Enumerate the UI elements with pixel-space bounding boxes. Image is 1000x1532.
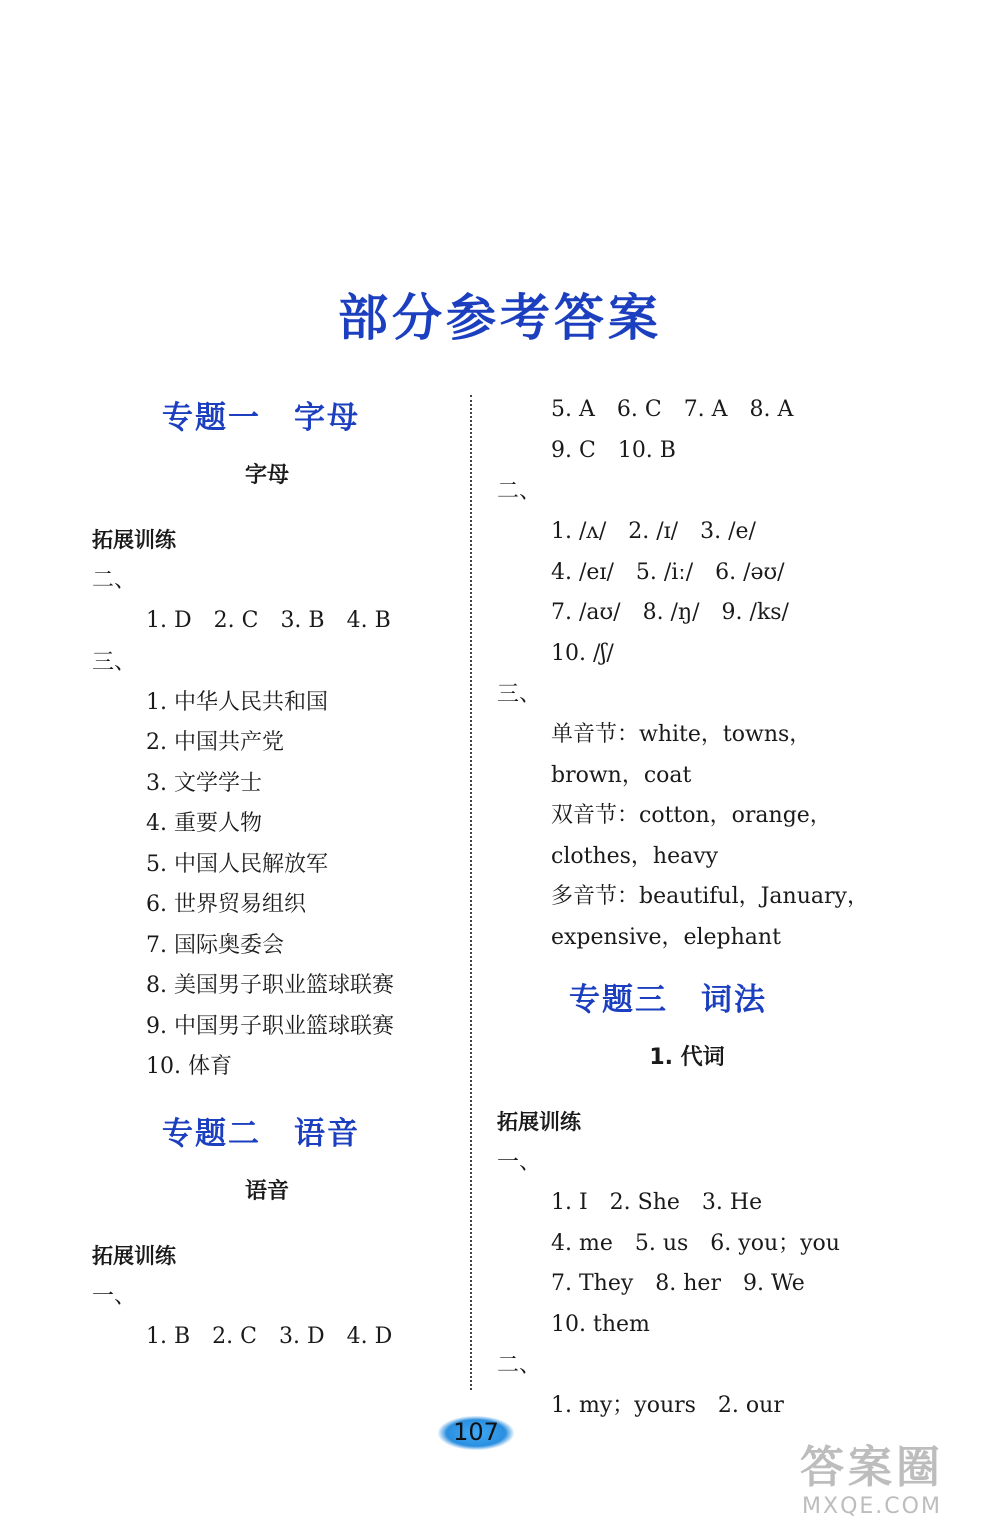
part-label: 二、 <box>497 479 542 504</box>
left-column <box>92 390 452 1357</box>
practice-heading: 拓展训练 <box>92 528 176 552</box>
topic-2-heading: 专题二 语音 <box>162 1115 360 1152</box>
answer-line: 1. B 2. C 3. D 4. D <box>146 1323 393 1349</box>
answer-line: 4. 重要人物 <box>146 811 262 836</box>
part-label: 一、 <box>92 1283 137 1309</box>
part-label: 三、 <box>92 649 137 675</box>
part-label: 一、 <box>497 1150 542 1175</box>
answer-line: 1. D 2. C 3. B 4. B <box>146 608 391 633</box>
answer-line: 单音节：white，towns， <box>551 722 812 747</box>
watermark-url: MXQE.COM <box>802 1494 942 1519</box>
practice-heading: 拓展训练 <box>497 1110 581 1134</box>
answer-line: 10. them <box>551 1311 650 1337</box>
page-number: 107 <box>438 1416 514 1450</box>
answer-line: 6. 世界贸易组织 <box>146 892 306 917</box>
part-label: 三、 <box>497 682 542 707</box>
answer-line: 5. A 6. C 7. A 8. A <box>551 397 794 422</box>
right-column <box>497 390 897 1427</box>
answer-line: 4. me 5. us 6. you；you <box>551 1230 840 1256</box>
practice-heading: 拓展训练 <box>92 1243 176 1268</box>
topic-2-subheading: 语音 <box>244 1178 289 1204</box>
topic-3-subheading: 1. 代词 <box>649 1045 725 1070</box>
answer-line: 10. 体育 <box>146 1054 232 1079</box>
answer-line: 4. /eɪ/ 5. /iː/ 6. /əʊ/ <box>551 559 785 585</box>
answer-line: 1. 中华人民共和国 <box>146 689 328 715</box>
answer-line: 9. 中国男子职业篮球联赛 <box>146 1013 394 1039</box>
answer-line: brown，coat <box>551 762 692 788</box>
answer-line: 1. my；yours 2. our <box>551 1393 784 1418</box>
answer-line: 9. C 10. B <box>551 437 676 463</box>
answer-line: 3. 文学学士 <box>146 770 262 796</box>
answer-line: 双音节：cotton，orange， <box>551 803 832 828</box>
answer-line: 1. I 2. She 3. He <box>551 1190 763 1215</box>
watermark-logo: 答案圈 <box>800 1442 944 1493</box>
column-divider <box>470 395 472 1390</box>
answer-line: 5. 中国人民解放军 <box>146 851 328 877</box>
part-label: 二、 <box>497 1353 542 1378</box>
answer-line: 多音节：beautiful，January， <box>551 884 869 909</box>
answer-line: expensive，elephant <box>551 924 781 950</box>
answer-line: 2. 中国共产党 <box>146 730 284 755</box>
part-label: 二、 <box>92 568 137 593</box>
watermark <box>772 1442 972 1526</box>
answer-line: clothes，heavy <box>551 843 719 869</box>
answer-line: 1. /ʌ/ 2. /ɪ/ 3. /e/ <box>551 519 756 544</box>
answer-line: 7. They 8. her 9. We <box>551 1271 805 1296</box>
topic-3-heading: 专题三 词法 <box>569 982 767 1018</box>
topic-1-heading: 专题一 字母 <box>162 400 360 436</box>
answer-line: 10. /ʃ/ <box>551 640 614 666</box>
page-title: 部分参考答案 <box>338 289 662 347</box>
answer-line: 7. /aʊ/ 8. /ŋ/ 9. /ks/ <box>551 600 789 625</box>
answer-line: 7. 国际奥委会 <box>146 932 284 958</box>
topic-1-subheading: 字母 <box>244 463 289 488</box>
answer-line: 8. 美国男子职业篮球联赛 <box>146 973 394 998</box>
